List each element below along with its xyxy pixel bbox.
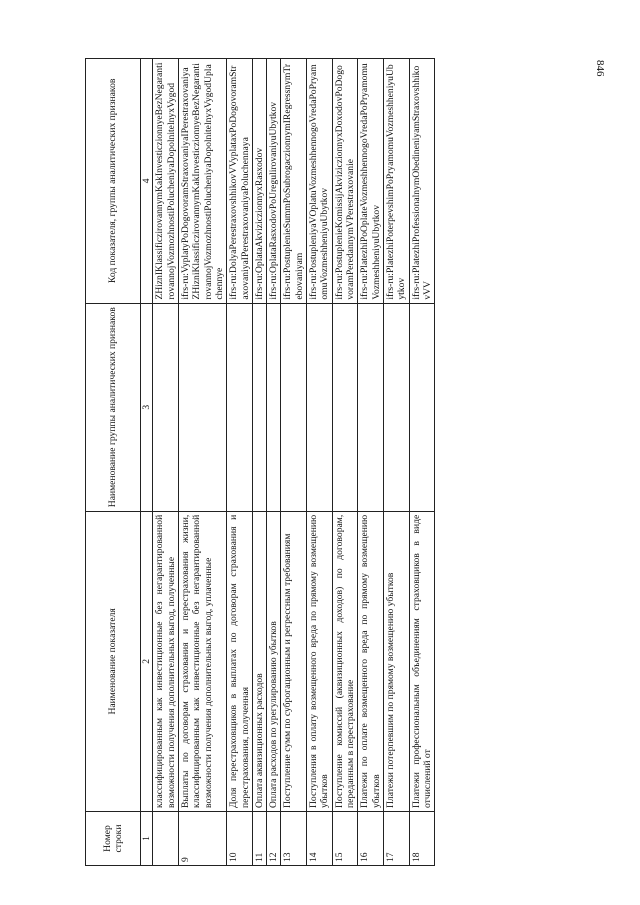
column-number: 4 <box>141 59 153 304</box>
indicator-name: Выплаты по договорам страхования и перестрахования жизни, классифицированным как инвестиционные без негарантированной возможности получения дополнительных выгод, уплаченные <box>178 511 226 811</box>
group-name <box>409 303 435 511</box>
rotated-table-frame <box>85 58 595 866</box>
indicator-name: Платежи профессиональным объединениям страховщиков в виде отчислений от <box>409 511 435 811</box>
table-row <box>153 59 179 866</box>
table-row <box>383 59 409 866</box>
indicator-name: Оплата аквизиционных расходов <box>252 511 266 811</box>
page-number: 846 <box>594 60 606 77</box>
column-number: 3 <box>141 303 153 511</box>
table-row <box>332 59 358 866</box>
row-number: 16 <box>358 812 384 866</box>
header-group-name: Наименование группы аналитических признаков <box>86 303 141 511</box>
row-number: 13 <box>281 812 307 866</box>
row-number <box>153 812 179 866</box>
row-number: 9 <box>178 812 226 866</box>
indicator-name: Поступление комиссий (аквизиционных доходов) по договорам, переданным в перестрахование <box>332 511 358 811</box>
group-name <box>267 303 281 511</box>
row-number: 17 <box>383 812 409 866</box>
table-row <box>267 59 281 866</box>
group-name <box>227 303 253 511</box>
indicator-code: ifrs-ru:PostupleniyaVOplatuVozmeshhennogoVredaPoPryamomuVozmeshheniyuUbytkov <box>307 59 333 304</box>
indicator-name: классифицированным как инвестиционные без негарантированной возможности получения дополнительных выгод, полученные <box>153 511 179 811</box>
header-code: Код показателя, группы аналитических признаков <box>86 59 141 304</box>
indicator-code: ifrs-ru:OplataAkviziczionnyxRasxodov <box>252 59 266 304</box>
column-number: 2 <box>141 511 153 811</box>
header-row-number: Номер строки <box>86 812 141 866</box>
group-name <box>178 303 226 511</box>
group-name <box>358 303 384 511</box>
indicator-name: Поступления в оплату возмещенного вреда по прямому возмещению убытков <box>307 511 333 811</box>
indicator-code: ifrs-ru:PlatezhiPoterpevshimPoPryamomuVozmeshheniyuUbytkov <box>383 59 409 304</box>
row-number: 11 <box>252 812 266 866</box>
group-name <box>332 303 358 511</box>
table-header-row <box>86 59 141 866</box>
row-number: 15 <box>332 812 358 866</box>
group-name <box>383 303 409 511</box>
header-indicator-name: Наименование показателя <box>86 511 141 811</box>
indicator-name: Оплата расходов по урегулированию убытков <box>267 511 281 811</box>
table-row <box>281 59 307 866</box>
indicator-name: Платежи по оплате возмещенного вреда по прямому возмещению убытков <box>358 511 384 811</box>
table-row <box>227 59 253 866</box>
indicator-code: ifrs-ru:PlatezhiProfessionalnymObedineniyamStraxovshhikovVV <box>409 59 435 304</box>
indicator-code: ZHiznIKlassificzirovannymKakInvesticzionnyeBezNegarantirovannojVozmozhnostiPolucheniyaDopolnitelnyxVygod <box>153 59 179 304</box>
indicator-name: Доля перестраховщиков в выплатах по договорам страхования и перестрахования, полученная <box>227 511 253 811</box>
row-number: 10 <box>227 812 253 866</box>
table-row <box>358 59 384 866</box>
column-number: 1 <box>141 812 153 866</box>
table-row <box>252 59 266 866</box>
row-number: 18 <box>409 812 435 866</box>
indicator-code: ifrs-ru:VyplatyPoDogovoramStraxovaniyaIPerestraxovaniyaZHizniKlassificzirovannymKakInvesticzionnyeBezNegarantirovannojVozmozhnostiPolucheniyaDopolnitelnyxVygodUplachennye <box>178 59 226 304</box>
indicator-name: Платежи потерпевшим по прямому возмещению убытков <box>383 511 409 811</box>
group-name <box>307 303 333 511</box>
indicator-code: ifrs-ru:DolyaPerestraxovshhikovVVyplataxPoDogovoramStraxovaniyaIPerestraxovaniyaPoluchennaya <box>227 59 253 304</box>
indicator-name: Поступление сумм по суброгационным и регрессным требованиям <box>281 511 307 811</box>
column-number-row <box>141 59 153 866</box>
indicator-table <box>85 58 435 866</box>
indicator-code: ifrs-ru:PostuplenieKomissijAkviziczionnyxDoxodovPoDogovoramPeredannymVPerestraxovanie <box>332 59 358 304</box>
table-row <box>409 59 435 866</box>
indicator-code: ifrs-ru:PostuplenieSummPoSubrogaczionnymIRegressnymTrebovaniyam <box>281 59 307 304</box>
group-name <box>281 303 307 511</box>
row-number: 12 <box>267 812 281 866</box>
group-name <box>252 303 266 511</box>
table-row <box>307 59 333 866</box>
row-number: 14 <box>307 812 333 866</box>
indicator-code: ifrs-ru:PlatezhiPoOplateVozmeshhennogoVredaPoPryamomuVozmeshheniyuUbytkov <box>358 59 384 304</box>
group-name <box>153 303 179 511</box>
indicator-code: ifrs-ru:OplataRasxodovPoUregulirovaniyuUbytkov <box>267 59 281 304</box>
table-row <box>178 59 226 866</box>
